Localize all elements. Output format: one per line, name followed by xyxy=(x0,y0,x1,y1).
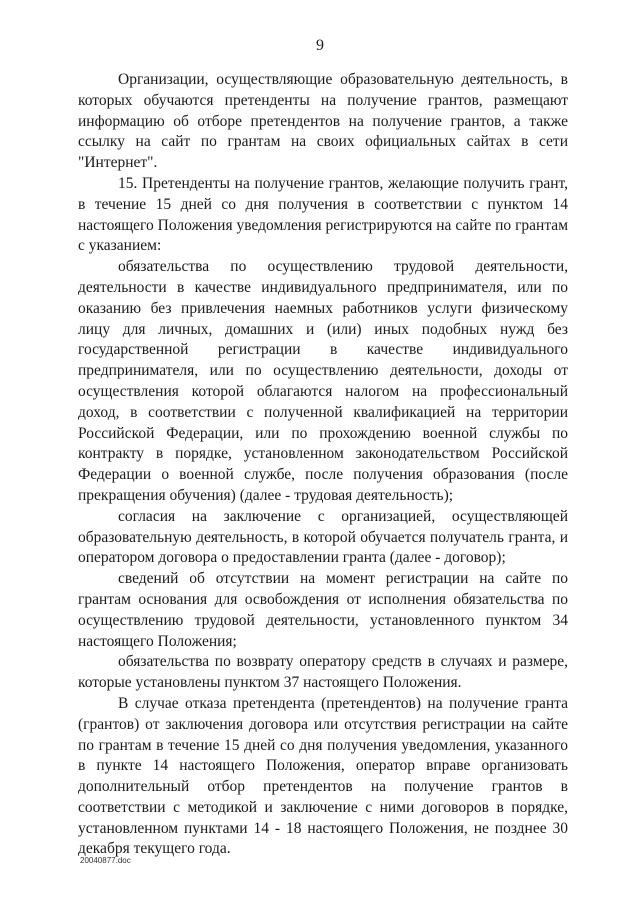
paragraph-work-obligation: обязательства по осуществлению трудовой деятельности, деятельности в качестве индивидуального предпринимателя, или по оказанию без привлечения наемных работников услуги физическому лицу для личных, домашних и (или) иных подобных нужд без государственной регистрации в качестве индивидуального предпринимателя, или по осуществлению деятельности, доходы от осуществления которой облагаются налогом на профессиональный доход, в соответствии с полученной квалификацией на территории Российской Федерации, или по прохождению военной службы по контракту в порядке, установленном законодательством Российской Федерации о военной службе, после получения образования (после прекращения обучения) (далее - трудовая деятельность); xyxy=(78,258,568,504)
paragraph-refund-obligation: обязательства по возврату оператору средств в случаях и размере, которые установлены пунктом 37 настоящего Положения. xyxy=(78,653,568,692)
paragraph-additional-selection: В случае отказа претендента (претендентов) на получение гранта (грантов) от заключения договора или отсутствия регистрации на сайте по грантам в течение 15 дней со дня получения уведомления, указанного в пункте 14 настоящего Положения, оператор вправе организовать дополнительный отбор претендентов на получение грантов в соответствии с методикой и заключение с ними договоров в порядке, установленном пунктами 14 - 18 настоящего Положения, не позднее 30 декабря текущего года. xyxy=(78,694,568,858)
paragraph-organizations-info: Организации, осуществляющие образовательную деятельность, в которых обучаются претенденты на получение грантов, размещают информацию об отборе претендентов на получение грантов, а также ссылку на сайт по грантам на своих официальных сайтах в сети "Интернет". xyxy=(78,71,568,172)
document-body xyxy=(78,70,568,860)
paragraph-no-exemption: сведений об отсутствии на момент регистрации на сайте по грантам основания для освобождения от исполнения обязательства по осуществлению трудовой деятельности, установленного пунктом 34 настоящего Положения; xyxy=(78,570,568,650)
page-number: 9 xyxy=(316,37,324,54)
paragraph-consent-contract: согласия на заключение с организацией, осуществляющей образовательную деятельность, в которой обучается получатель гранта, и оператором договора о предоставлении гранта (далее - договор); xyxy=(78,507,568,567)
footer-file-code: 20040877.doc xyxy=(80,856,131,865)
paragraph-15-registration: 15. Претенденты на получение грантов, желающие получить грант, в течение 15 дней со дня получения в соответствии с пунктом 14 настоящего Положения уведомления регистрируются на сайте по грантам с указанием: xyxy=(78,174,568,255)
